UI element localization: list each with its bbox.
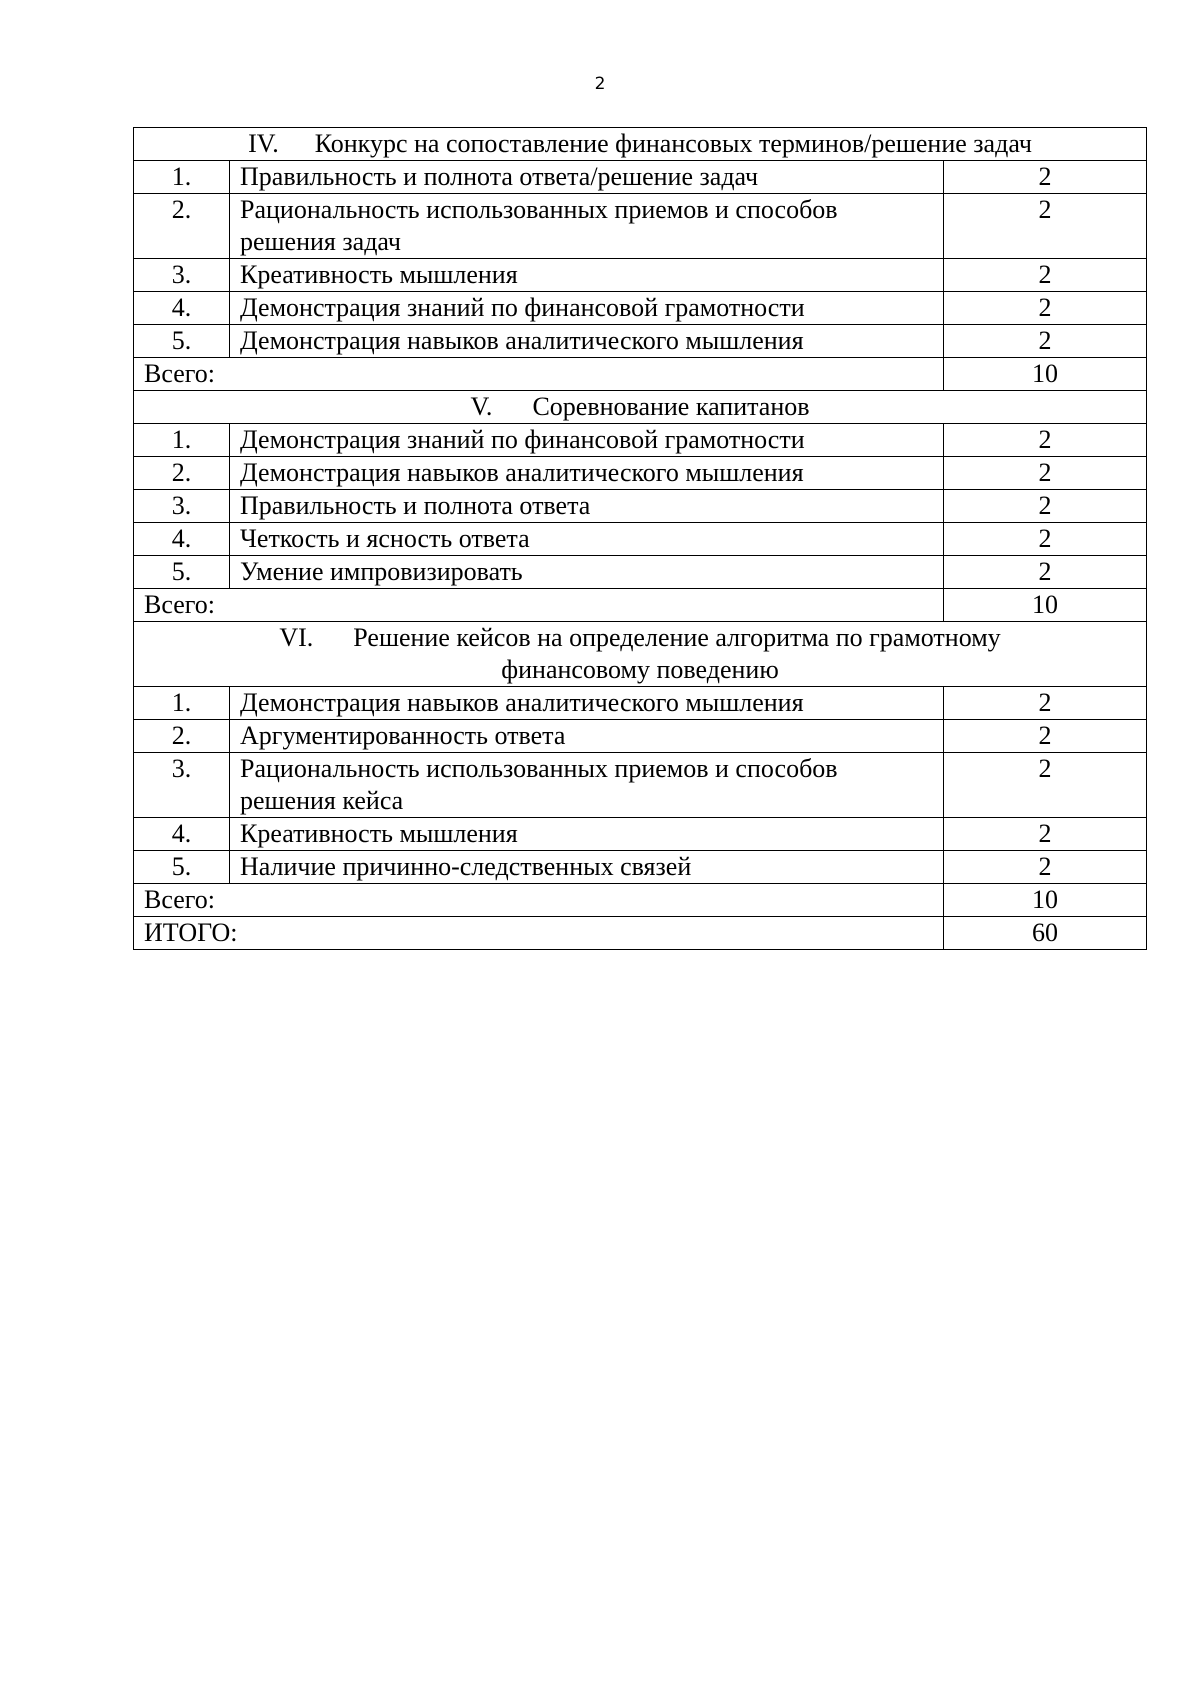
item-number: 1.: [134, 687, 230, 720]
item-criterion: Наличие причинно-следственных связей: [230, 851, 944, 884]
item-score: 2: [944, 753, 1147, 818]
page-number: 2: [594, 74, 606, 94]
section-total-value: 10: [944, 589, 1147, 622]
section-total-label: Всего:: [134, 358, 944, 391]
section-roman-numeral: VI.: [279, 623, 314, 652]
item-number: 5.: [134, 851, 230, 884]
section-title: Соревнование капитанов: [532, 392, 810, 421]
table-row: [134, 720, 1147, 753]
section-title-line: финансовому поведению: [501, 655, 779, 684]
item-score: 2: [944, 325, 1147, 358]
item-criterion: Правильность и полнота ответа/решение задач: [230, 161, 944, 194]
section-header-row: [134, 391, 1147, 424]
section-total-row: [134, 884, 1147, 917]
section-total-label: Всего:: [134, 884, 944, 917]
section-header: [134, 391, 1147, 424]
item-criterion: Демонстрация навыков аналитического мышления: [230, 325, 944, 358]
section-total-value: 10: [944, 358, 1147, 391]
item-criterion: Рациональность использованных приемов и способов решения кейса: [230, 753, 944, 818]
item-score: 2: [944, 490, 1147, 523]
item-score: 2: [944, 720, 1147, 753]
section-title: Решение кейсов на определение алгоритма по грамотному: [353, 623, 1001, 652]
item-score: 2: [944, 851, 1147, 884]
item-criterion: Демонстрация знаний по финансовой грамотности: [230, 292, 944, 325]
item-score: 2: [944, 818, 1147, 851]
table-row: [134, 753, 1147, 818]
item-criterion: Креативность мышления: [230, 818, 944, 851]
criteria-table: [133, 127, 1147, 950]
item-score: 2: [944, 457, 1147, 490]
item-number: 5.: [134, 325, 230, 358]
table-row: [134, 194, 1147, 259]
item-criterion: Демонстрация навыков аналитического мышления: [230, 457, 944, 490]
table-row: [134, 556, 1147, 589]
section-total-label: Всего:: [134, 589, 944, 622]
section-roman-numeral: V.: [470, 392, 493, 421]
grand-total-label: ИТОГО:: [134, 917, 944, 950]
section-title: Конкурс на сопоставление финансовых терминов/решение задач: [314, 129, 1032, 158]
item-criterion: Умение импровизировать: [230, 556, 944, 589]
item-score: 2: [944, 424, 1147, 457]
item-score: 2: [944, 523, 1147, 556]
item-score: 2: [944, 556, 1147, 589]
item-number: 2.: [134, 457, 230, 490]
table-row: [134, 490, 1147, 523]
item-criterion: Аргументированность ответа: [230, 720, 944, 753]
table-row: [134, 424, 1147, 457]
table-row: [134, 851, 1147, 884]
item-number: 2.: [134, 194, 230, 259]
section-total-value: 10: [944, 884, 1147, 917]
item-number: 4.: [134, 818, 230, 851]
item-number: 3.: [134, 490, 230, 523]
table-row: [134, 292, 1147, 325]
section-header: [134, 128, 1147, 161]
item-score: 2: [944, 259, 1147, 292]
table-row: [134, 325, 1147, 358]
item-score: 2: [944, 292, 1147, 325]
section-title-line: [144, 622, 1136, 654]
grand-total-row: [134, 917, 1147, 950]
table-row: [134, 161, 1147, 194]
table-row: [134, 818, 1147, 851]
item-number: 2.: [134, 720, 230, 753]
table-row: [134, 259, 1147, 292]
item-number: 1.: [134, 424, 230, 457]
item-criterion: Демонстрация навыков аналитического мышления: [230, 687, 944, 720]
item-number: 4.: [134, 523, 230, 556]
item-number: 1.: [134, 161, 230, 194]
item-criterion: Креативность мышления: [230, 259, 944, 292]
section-roman-numeral: IV.: [248, 129, 279, 158]
grand-total-value: 60: [944, 917, 1147, 950]
section-header-row: [134, 622, 1147, 687]
table-row: [134, 457, 1147, 490]
item-number: 4.: [134, 292, 230, 325]
item-criterion: Демонстрация знаний по финансовой грамотности: [230, 424, 944, 457]
item-criterion: Правильность и полнота ответа: [230, 490, 944, 523]
section-total-row: [134, 589, 1147, 622]
table-row: [134, 687, 1147, 720]
section-header: [134, 622, 1147, 687]
item-number: 3.: [134, 753, 230, 818]
item-number: 5.: [134, 556, 230, 589]
item-score: 2: [944, 194, 1147, 259]
item-number: 3.: [134, 259, 230, 292]
section-header-row: [134, 128, 1147, 161]
section-total-row: [134, 358, 1147, 391]
item-criterion: Рациональность использованных приемов и способов решения задач: [230, 194, 944, 259]
table-row: [134, 523, 1147, 556]
item-criterion: Четкость и ясность ответа: [230, 523, 944, 556]
item-score: 2: [944, 687, 1147, 720]
item-score: 2: [944, 161, 1147, 194]
